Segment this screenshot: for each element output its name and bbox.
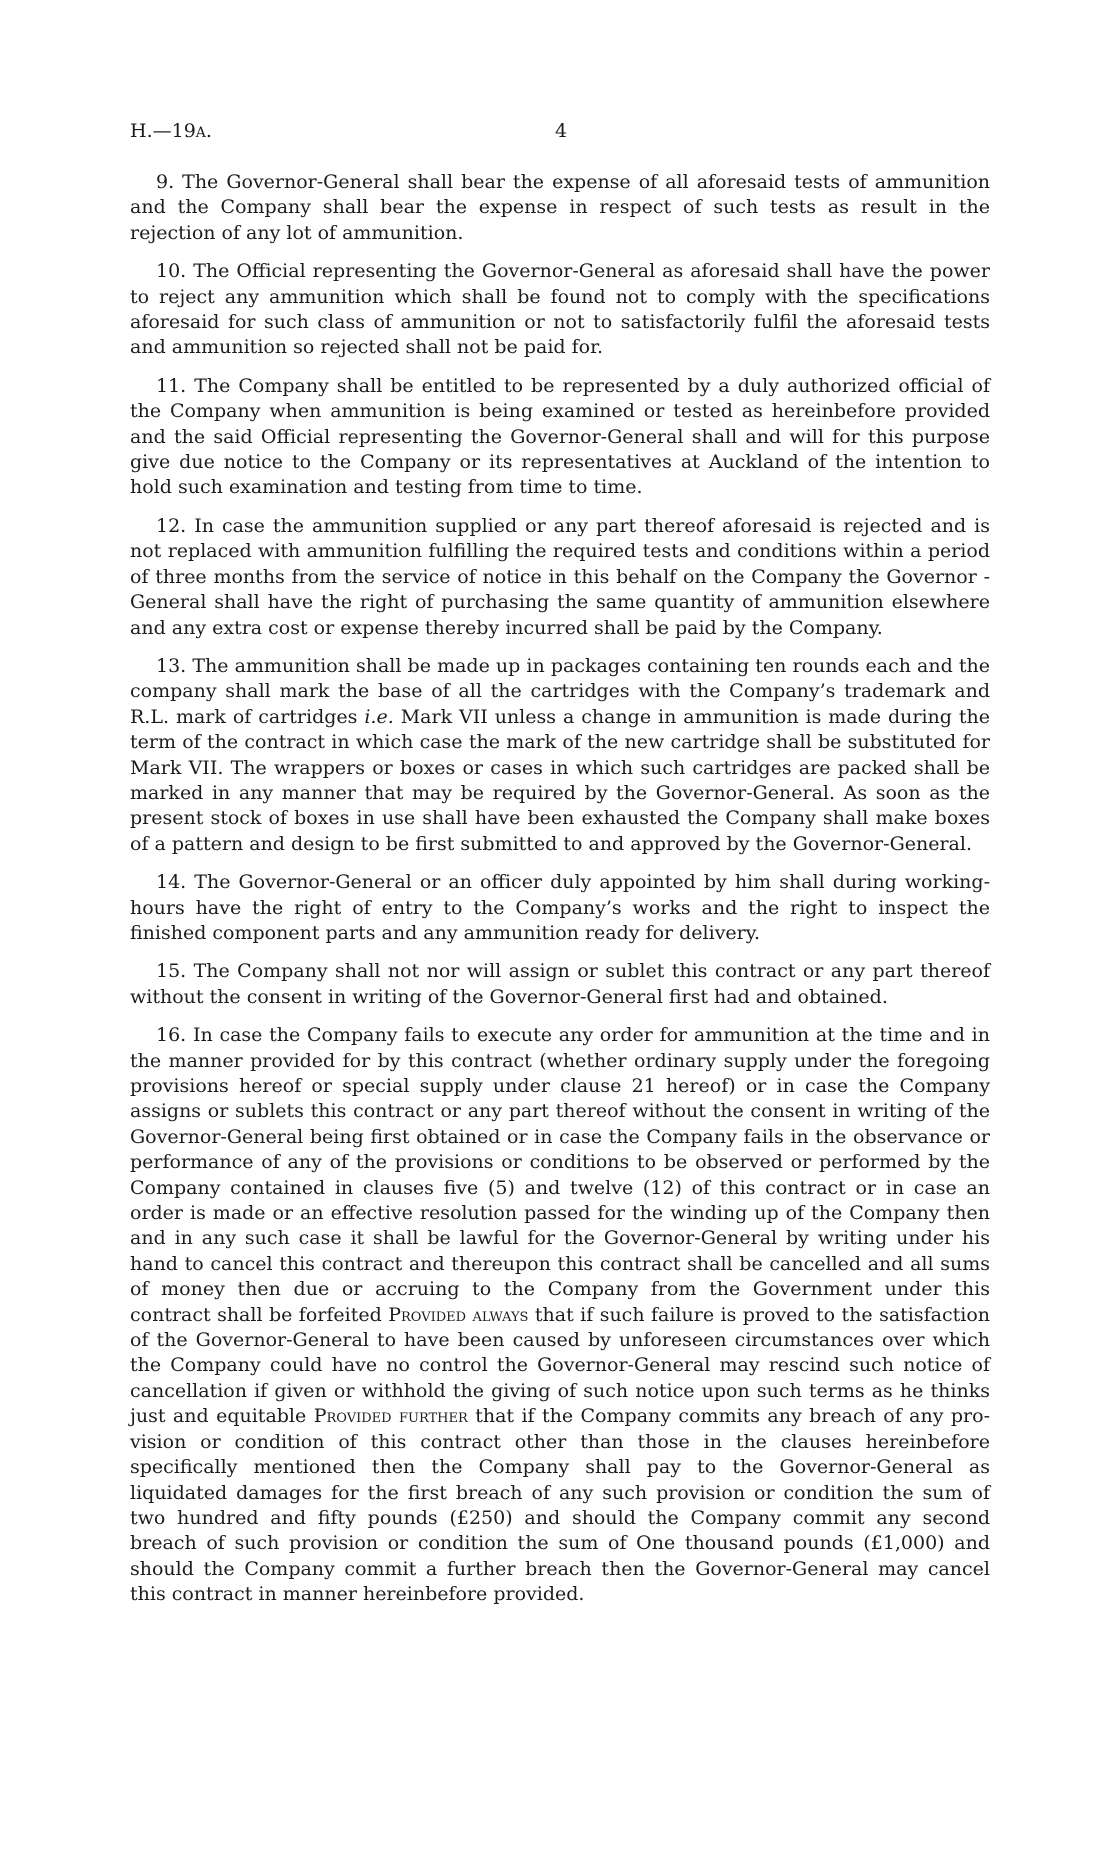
clause-9: 9. The Governor-General shall bear the expense of all aforesaid tests of ammunition and the Company shall bear the expense in respect of such tests as result in the rejection of any lot of ammunition. bbox=[130, 171, 990, 244]
proviso-provided-always: Provided always bbox=[388, 1303, 529, 1326]
clause-12: 12. In case the ammunition supplied or any part thereof aforesaid is rejected and is not replaced with ammunition fulfilling the required tests and conditions within a period of three months from the service of notice in this behalf on the Company the Governor - General shall have the right of purchasing the same quantity of ammunition elsewhere and any extra cost or expense thereby incurred shall be paid by the Company. bbox=[130, 514, 990, 639]
clause-14: 14. The Governor-General or an officer duly appointed by him shall during working-hours have the right of entry to the Company’s works and the right to inspect the finished component parts and any ammunition ready for delivery. bbox=[130, 871, 990, 944]
page-number: 4 bbox=[555, 120, 568, 142]
clause-10: 10. The Official representing the Governor-General as aforesaid shall have the power to reject any ammunition which shall be found not to comply with the specifications aforesaid for such class of ammunition or not to satisfactorily fulfil the aforesaid tests and ammunition so rejected shall not be paid for. bbox=[130, 260, 990, 359]
proviso-provided-further: Provided further bbox=[313, 1405, 468, 1428]
clause-15: 15. The Company shall not nor will assign or sublet this contract or any part thereof without the consent in writing of the Governor-General first had and obtained. bbox=[130, 960, 990, 1008]
clause-16: 16. In case the Company fails to execute any order for ammunition at the time and in the manner provided for by this contract (whether ordinary supply under the foregoing provisions hereof or special supply under clause 21 hereof) or in case the Company assigns or sublets this contract or any part thereof without the consent in writing of the Governor-General being first obtained or in case the Company fails in the observance or performance of any of the provisions or conditions to be observed or performed by the Company contained in clauses five (5) and twelve (12) of this contract or in case an order is made or an effective resolution passed for the winding up of the Company then and in any such case it shall be lawful for the Governor-General by writing under his hand to cancel this contract and thereupon this contract shall be cancelled and all sums of money then due or accruing to the Company from the Government under this contract shall be forfeited Provided always that if such failure is proved to the satisfaction of the Governor-General to have been caused by unforeseen circumstances over which the Company could have no control the Governor-General may rescind such notice of cancellation if given or withhold the giving of such notice upon such terms as he thinks just and equitable Provided further that if the Company commits any breach of any provision or condition of this contract other than those in the clauses hereinbefore specifically mentioned then the Company shall pay to the Governor-General as liquidated damages for the first breach of any such provision or condition the sum of two hundred and fifty pounds (£250) and should the Company commit any second breach of such provision or condition the sum of One thousand pounds (£1,000) and should the Company commit a further breach then the Governor-General may cancel this contract in manner hereinbefore provided. bbox=[130, 1024, 991, 1606]
italic-ie: i.e. bbox=[364, 705, 394, 728]
page-header bbox=[130, 120, 990, 150]
clause-11: 11. The Company shall be entitled to be represented by a duly authorized official of the Company when ammunition is being examined or tested as hereinbefore provided and the said Official representing the Governor-General shall and will for this purpose give due notice to the Company or its representatives at Auckland of the intention to hold such examination and testing from time to time. bbox=[130, 374, 990, 499]
clause-13: 13. The ammunition shall be made up in packages containing ten rounds each and the company shall mark the base of all the cartridges with the Company’s trademark and R.L. mark of cartridges i.e. Mark VII unless a change in ammunition is made during the term of the contract in which case the mark of the new cartridge shall be substituted for Mark VII. The wrappers or boxes or cases in which such cartridges are packed shall be marked in any manner that may be required by the Governor-General. As soon as the present stock of boxes in use shall have been exhausted the Company shall make boxes of a pattern and design to be first submitted to and approved by the Governor-General. bbox=[130, 654, 990, 855]
document-body bbox=[130, 170, 990, 1621]
document-reference: H.—19A. bbox=[130, 120, 212, 142]
